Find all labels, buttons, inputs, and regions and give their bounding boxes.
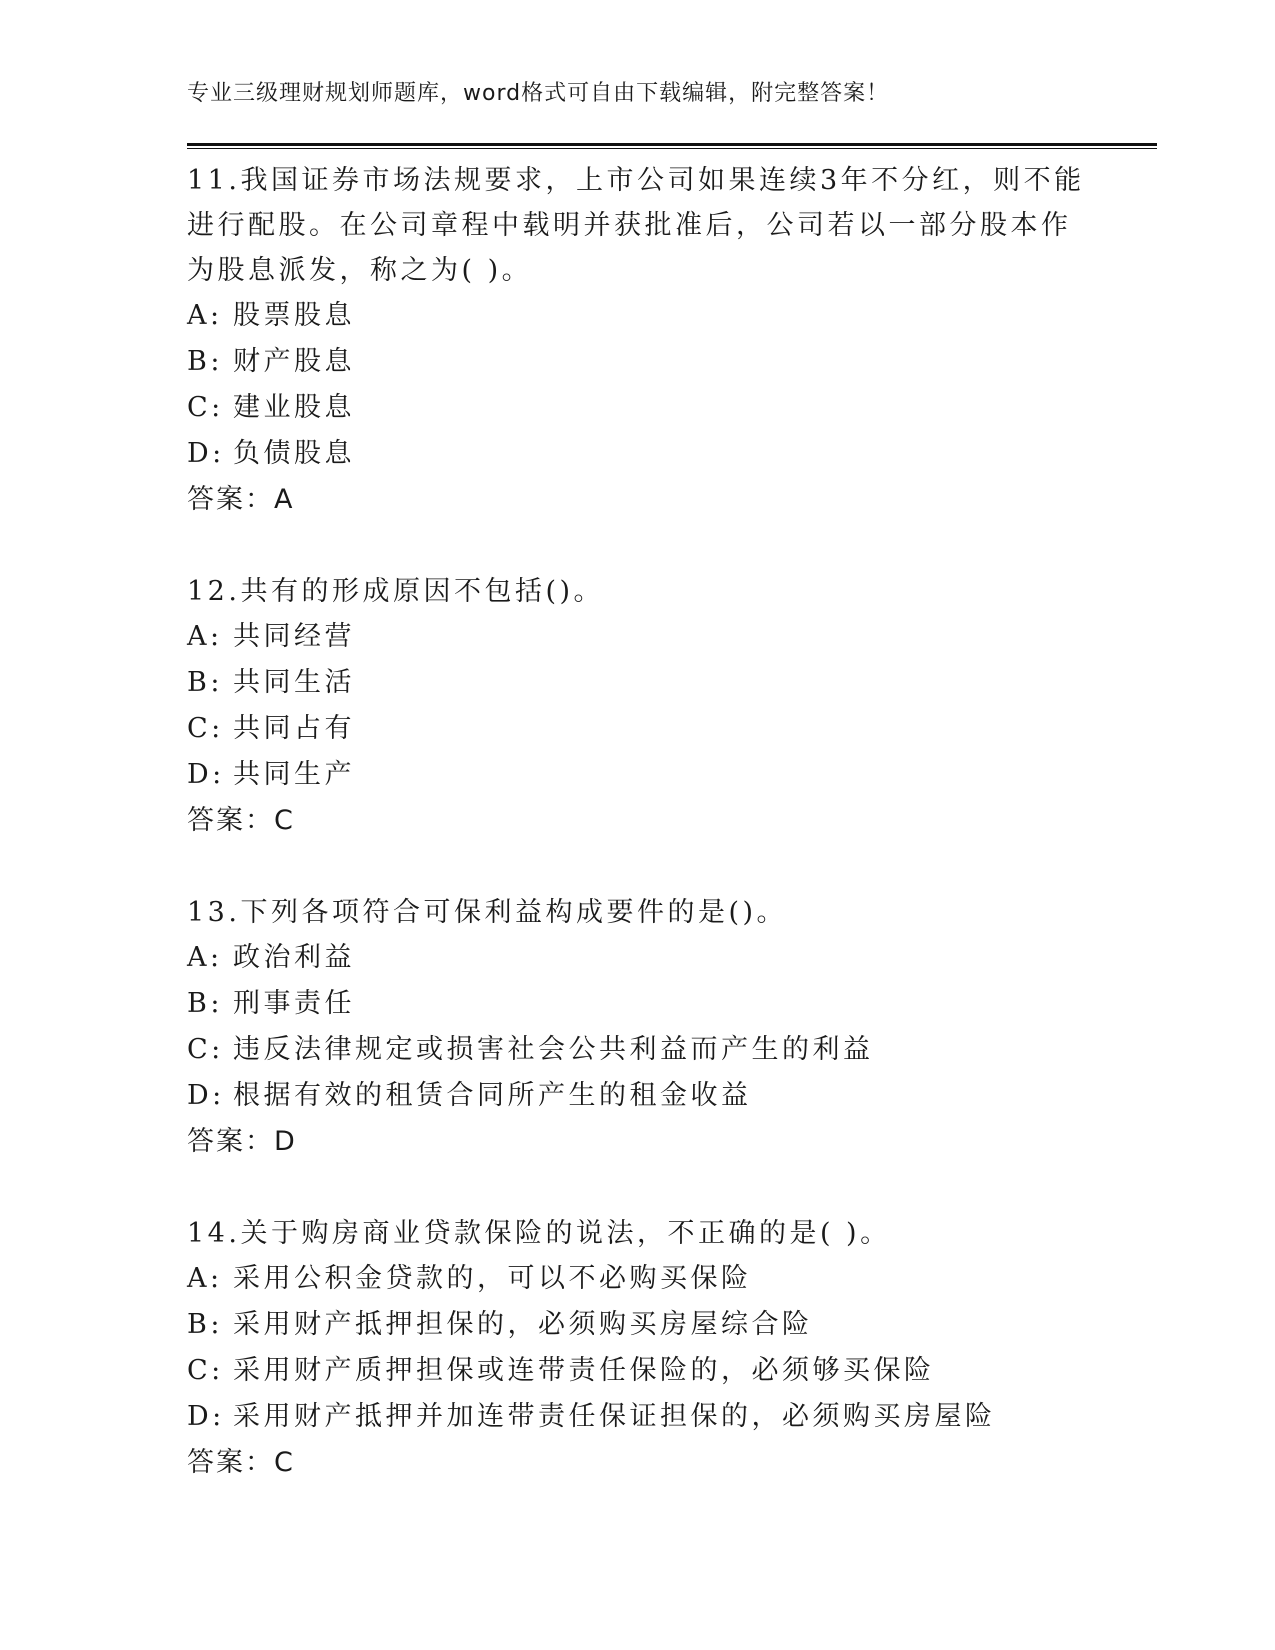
answer-line: 答案：A bbox=[187, 484, 295, 515]
question-list bbox=[187, 158, 1087, 1532]
option-c bbox=[187, 385, 1087, 431]
question-14 bbox=[187, 1211, 1087, 1486]
option-letter: D: bbox=[187, 438, 225, 469]
option-letter: A: bbox=[187, 621, 223, 652]
question-stem: 14.关于购房商业贷款保险的说法，不正确的是( )。 bbox=[187, 1218, 891, 1249]
option-letter: B: bbox=[187, 988, 223, 1019]
option-b bbox=[187, 981, 1087, 1027]
option-d bbox=[187, 1394, 1087, 1440]
option-d bbox=[187, 1073, 1087, 1119]
option-text: 财产股息 bbox=[233, 346, 355, 377]
option-text: 刑事责任 bbox=[233, 988, 355, 1019]
option-text: 采用财产抵押担保的，必须购买房屋综合险 bbox=[233, 1309, 813, 1340]
option-text: 共同经营 bbox=[233, 621, 355, 652]
option-letter: C: bbox=[187, 392, 224, 423]
option-letter: C: bbox=[187, 1355, 224, 1386]
option-c bbox=[187, 1027, 1087, 1073]
answer-line: 答案：D bbox=[187, 1126, 297, 1157]
option-letter: B: bbox=[187, 667, 223, 698]
option-c bbox=[187, 1348, 1087, 1394]
option-letter: B: bbox=[187, 346, 223, 377]
option-letter: D: bbox=[187, 1080, 225, 1111]
option-d bbox=[187, 752, 1087, 798]
question-12 bbox=[187, 569, 1087, 844]
option-text: 采用财产抵押并加连带责任保证担保的，必须购买房屋险 bbox=[233, 1401, 996, 1432]
option-text: 采用公积金贷款的，可以不必购买保险 bbox=[233, 1263, 752, 1294]
option-text: 采用财产质押担保或连带责任保险的，必须够买保险 bbox=[233, 1355, 935, 1386]
question-13 bbox=[187, 890, 1087, 1165]
option-b bbox=[187, 660, 1087, 706]
option-b bbox=[187, 1302, 1087, 1348]
option-d bbox=[187, 431, 1087, 477]
answer-line: 答案：C bbox=[187, 1447, 295, 1478]
header-rule-thin bbox=[187, 148, 1157, 149]
option-a bbox=[187, 935, 1087, 981]
question-stem: 11.我国证券市场法规要求，上市公司如果连续3年不分红，则不能进行配股。在公司章程中载明并获批准后，公司若以一部分股本作为股息派发，称之为( )。 bbox=[187, 165, 1085, 286]
option-letter: A: bbox=[187, 300, 223, 331]
option-c bbox=[187, 706, 1087, 752]
question-11 bbox=[187, 158, 1087, 523]
option-text: 建业股息 bbox=[233, 392, 355, 423]
option-text: 共同占有 bbox=[233, 713, 355, 744]
option-text: 政治利益 bbox=[233, 942, 355, 973]
option-letter: D: bbox=[187, 1401, 225, 1432]
option-a bbox=[187, 293, 1087, 339]
option-text: 股票股息 bbox=[233, 300, 355, 331]
option-text: 共同生产 bbox=[233, 759, 355, 790]
option-letter: C: bbox=[187, 713, 224, 744]
option-text: 负债股息 bbox=[233, 438, 355, 469]
option-text: 根据有效的租赁合同所产生的租金收益 bbox=[233, 1080, 752, 1111]
header-rule-thick bbox=[187, 143, 1157, 146]
option-letter: A: bbox=[187, 942, 223, 973]
option-a bbox=[187, 614, 1087, 660]
option-letter: D: bbox=[187, 759, 225, 790]
option-text: 违反法律规定或损害社会公共利益而产生的利益 bbox=[233, 1034, 874, 1065]
option-letter: A: bbox=[187, 1263, 223, 1294]
page-header: 专业三级理财规划师题库，word格式可自由下载编辑，附完整答案！ bbox=[187, 81, 890, 106]
question-stem: 13.下列各项符合可保利益构成要件的是()。 bbox=[187, 897, 788, 928]
option-a bbox=[187, 1256, 1087, 1302]
option-letter: B: bbox=[187, 1309, 223, 1340]
option-text: 共同生活 bbox=[233, 667, 355, 698]
question-stem: 12.共有的形成原因不包括()。 bbox=[187, 576, 605, 607]
answer-line: 答案：C bbox=[187, 805, 295, 836]
option-b bbox=[187, 339, 1087, 385]
option-letter: C: bbox=[187, 1034, 224, 1065]
